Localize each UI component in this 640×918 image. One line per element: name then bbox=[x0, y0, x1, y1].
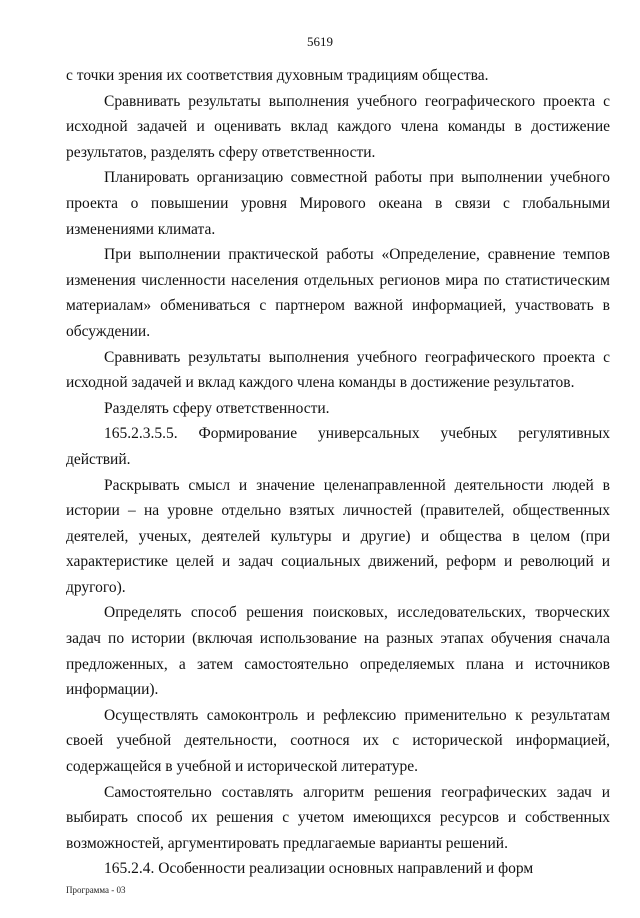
page-number: 5619 bbox=[307, 34, 333, 49]
paragraph: Определять способ решения поисковых, исследовательских, творческих задач по истории (включая использование на разных этапах обучения сначала предложенных, а затем самостоятельно определяемых плана и источников информации). bbox=[66, 604, 610, 699]
paragraph: Самостоятельно составлять алгоритм решения географических задач и выбирать способ их решения с учетом имеющихся ресурсов и собственных возможностей, аргументировать предлагаемые варианты решений. bbox=[66, 783, 610, 852]
paragraph: Планировать организацию совместной работы при выполнении учебного проекта о повышении уровня Мирового океана в связи с глобальными изменениями климата. bbox=[66, 169, 610, 238]
footer-label: Программа - 03 bbox=[66, 885, 126, 895]
paragraph: Осуществлять самоконтроль и рефлексию применительно к результатам своей учебной деятельности, соотнося их с исторической информацией, содержащейся в учебной и исторической литературе. bbox=[66, 706, 610, 776]
paragraph: При выполнении практической работы «Определение, сравнение темпов изменения численности населения отдельных регионов мира по статистическим материалам» обмениваться с партнером важной информацией, участвовать в обсуждении. bbox=[66, 246, 610, 340]
section-heading: 165.2.3.5.5. Формирование универсальных учебных регулятивных действий. bbox=[66, 425, 610, 468]
paragraph-continuation: с точки зрения их соответствия духовным традициям общества. bbox=[66, 67, 489, 84]
body-text bbox=[66, 63, 610, 882]
paragraph: Раскрывать смысл и значение целенаправленной деятельности людей в истории – на уровне отдельно взятых личностей (правителей, общественных деятелей, ученых, деятелей культуры и другие) и общества в целом (при характеристике целей и задач социальных движений, реформ и революций и другого). bbox=[66, 476, 610, 596]
paragraph: Сравнивать результаты выполнения учебного географического проекта с исходной задачей и оценивать вклад каждого члена команды в достижение результатов, разделять сферу ответственности. bbox=[66, 92, 610, 161]
section-heading: 165.2.4. Особенности реализации основных направлений и форм bbox=[104, 860, 534, 878]
paragraph: Разделять сферу ответственности. bbox=[104, 399, 330, 417]
paragraph: Сравнивать результаты выполнения учебного географического проекта с исходной задачей и вклад каждого члена команды в достижение результатов. bbox=[66, 348, 610, 392]
